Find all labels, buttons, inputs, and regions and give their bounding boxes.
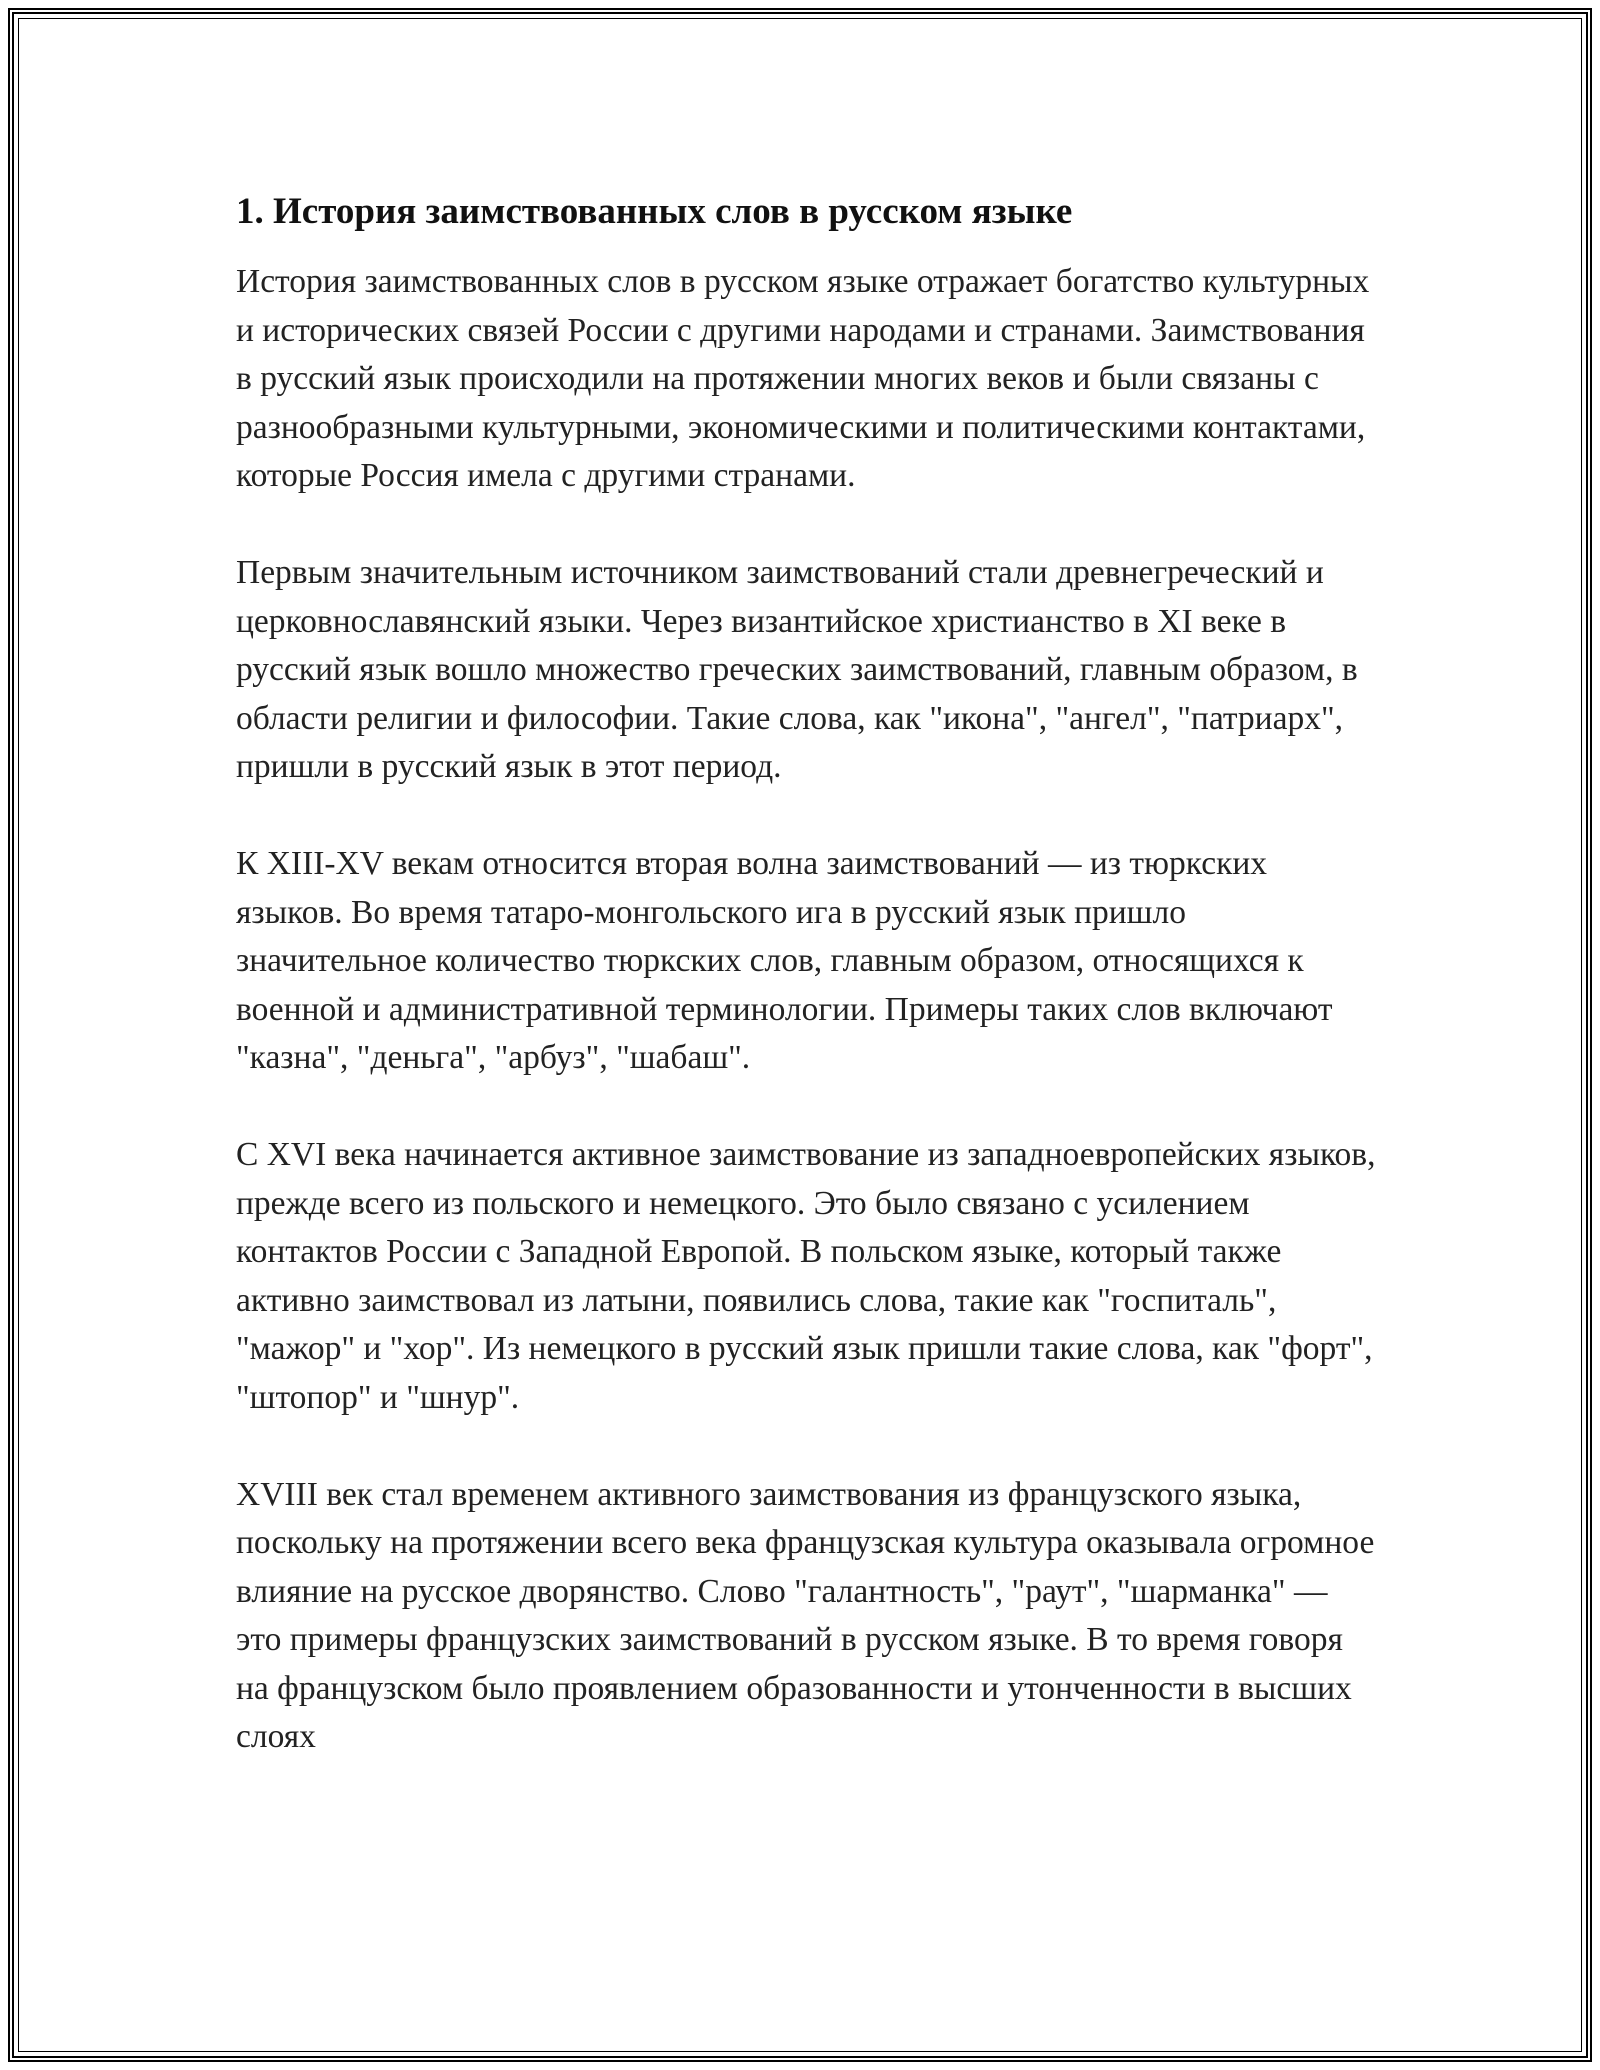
paragraph-greek-borrowings: Первым значительным источником заимствований стали древнегреческий и церковнославянский языки. Через византийское христианство в XI веке в русский язык вошло множество греческих заимствований, главным образом, в области религии и философии. Такие слова, как "икона", "ангел", "патриарх", пришли в русский язык в этот период. xyxy=(236,554,1358,785)
section-title: 1. История заимствованных слов в русском языке xyxy=(236,191,1073,232)
paragraph-west-european-borrowings: С XVI века начинается активное заимствование из западноевропейских языков, прежде всего из польского и немецкого. Это было связано с усилением контактов России с Западной Европой. В польском языке, который также активно заимствовал из латыни, появились слова, такие как "госпиталь", "мажор" и "хор". Из немецкого в русский язык пришли такие слова, как "форт", "штопор" и "шнур". xyxy=(236,1136,1376,1416)
paragraph-french-borrowings: XVIII век стал временем активного заимствования из французского языка, поскольку на протяжении всего века французская культура оказывала огромное влияние на русское дворянство. Слово "галантность", "раут", "шарманка" — это примеры французских заимствований в русском языке. В то время говоря на французском было проявлением образованности и утонченности в высших слоях xyxy=(236,1475,1375,1755)
document-body xyxy=(236,188,1376,1762)
paragraph-turkic-borrowings: К XIII-XV векам относится вторая волна заимствований — из тюркских языков. Во время татаро-монгольского ига в русский язык пришло значительное количество тюркских слов, главным образом, относящихся к военной и административной терминологии. Примеры таких слов включают "казна", "деньга", "арбуз", "шабаш". xyxy=(236,845,1333,1076)
paragraph-intro: История заимствованных слов в русском языке отражает богатство культурных и исторических связей России с другими народами и странами. Заимствования в русский язык происходили на протяжении многих веков и были связаны с разнообразными культурными, экономическими и политическими контактами, которые Россия имела с другими странами. xyxy=(236,263,1370,494)
